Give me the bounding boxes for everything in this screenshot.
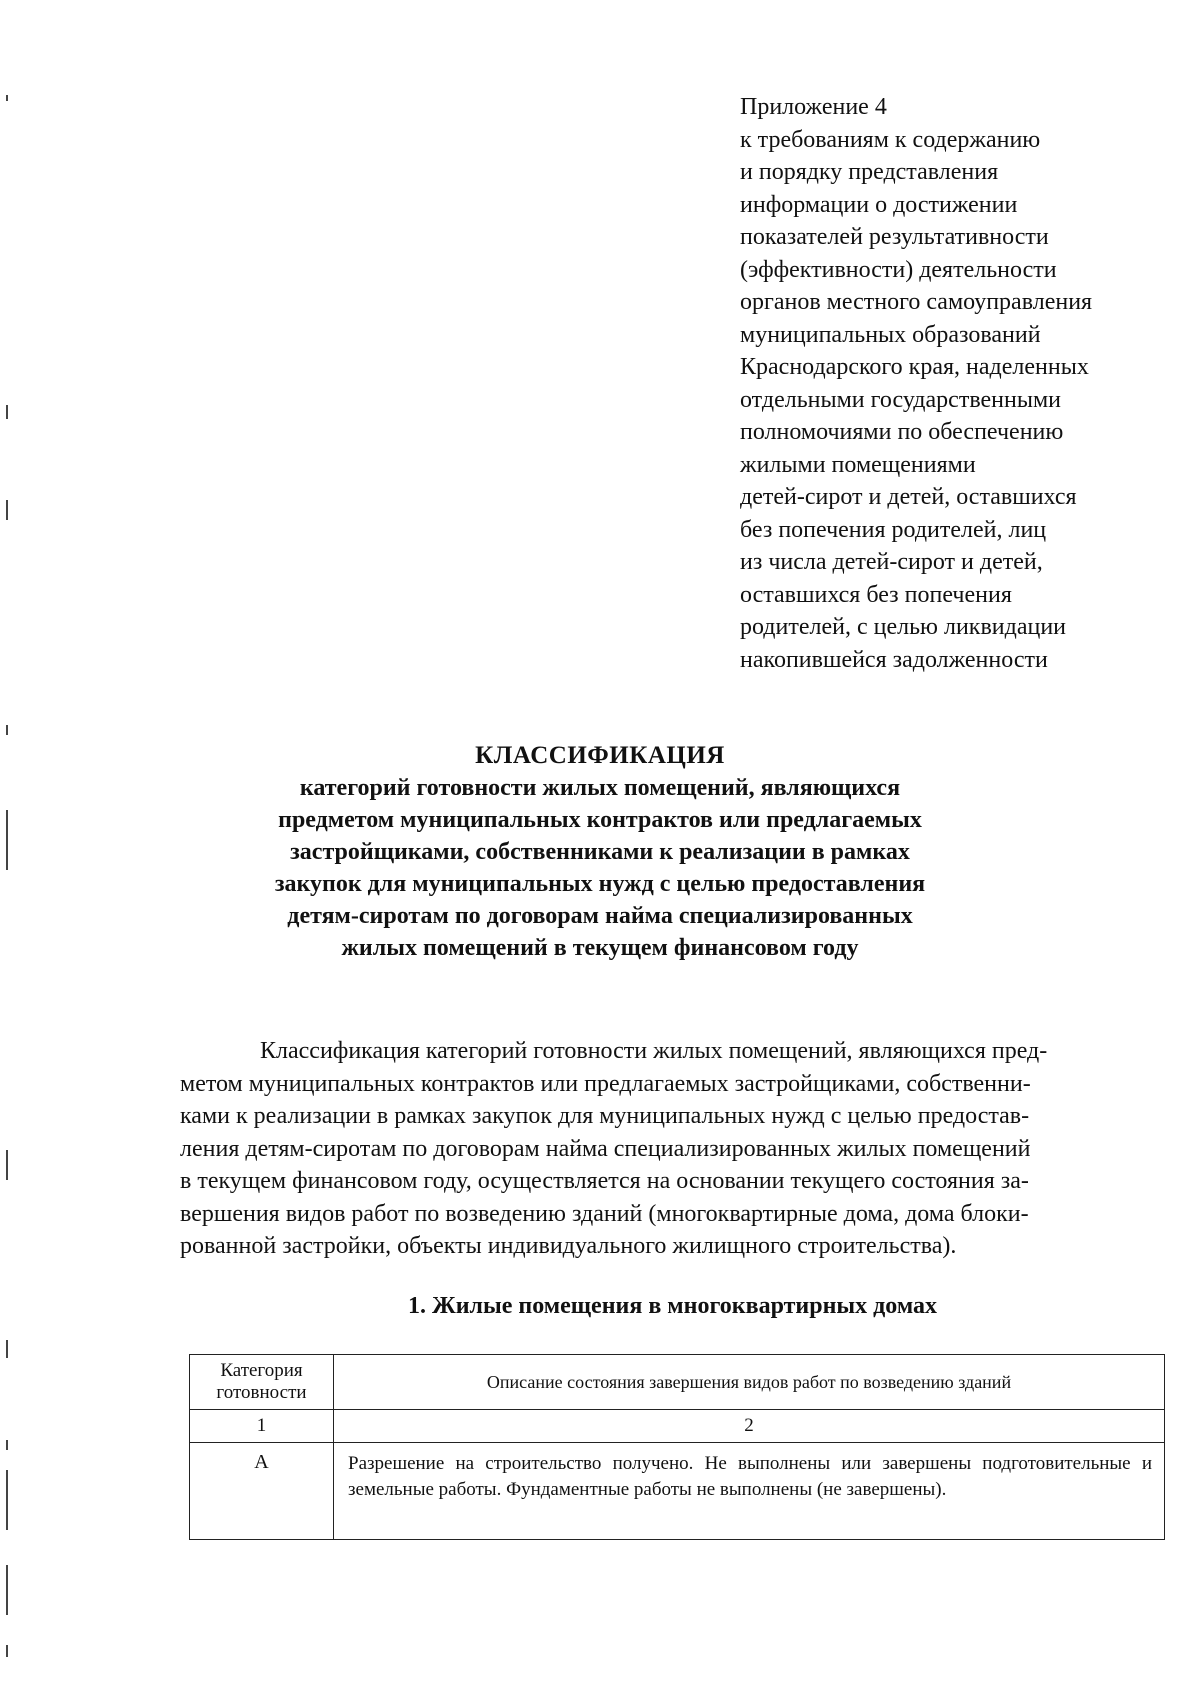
appendix-line: (эффективности) деятельности (740, 256, 1057, 283)
appendix-line: Краснодарского края, наделенных (740, 354, 1089, 380)
header-category (190, 1355, 334, 1410)
table-row (190, 1443, 1165, 1540)
title-subline: закупок для муниципальных нужд с целью предоставления (274, 871, 926, 897)
appendix-line: родителей, с целью ликвидации (740, 614, 1067, 640)
column-number: 1 (190, 1410, 334, 1443)
document-title (180, 740, 1020, 964)
header-category-line1: Категория (220, 1360, 303, 1381)
row-category: А (190, 1443, 334, 1540)
appendix-reference (740, 91, 1180, 676)
title-subline: предметом муниципальных контрактов или предлагаемых (278, 807, 922, 833)
body-line: в текущем финансовом году, осуществляется на основании текущего состояния за- (180, 1168, 1029, 1194)
header-description: Описание состояния завершения видов работ по возведению зданий (334, 1355, 1165, 1410)
body-paragraph (180, 1035, 1165, 1263)
appendix-line: и порядку представления (740, 159, 999, 185)
readiness-table (189, 1354, 1165, 1540)
title-subline: застройщиками, собственниками к реализации в рамках (290, 839, 910, 865)
header-category-line2: готовности (216, 1382, 307, 1403)
title-subline: детям-сиротам по договорам найма специализированных (287, 903, 913, 929)
body-line: ками к реализации в рамках закупок для муниципальных нужд с целью предостав- (180, 1103, 1030, 1129)
appendix-line: жилыми помещениями (740, 451, 976, 478)
scan-edge-artifacts (4, 0, 12, 1697)
appendix-line: из числа детей-сирот и детей, (740, 549, 1043, 575)
appendix-line: информации о достижении (740, 191, 1018, 218)
appendix-line: накопившейся задолженности (740, 646, 1048, 673)
appendix-line: к требованиям к содержанию (740, 126, 1041, 153)
appendix-line: показателей результативности (740, 224, 1049, 250)
title-subline: жилых помещений в текущем финансовом году (341, 935, 859, 961)
appendix-line: Приложение 4 (740, 94, 887, 120)
appendix-line: детей-сирот и детей, оставшихся (740, 484, 1077, 510)
body-line: Классификация категорий готовности жилых помещений, являющихся пред- (260, 1038, 1048, 1064)
table-number-row (190, 1410, 1165, 1443)
row-description: Разрешение на строительство получено. Не выполнены или завершены подготовительные и земельные работы. Фундаментные работы не выполнены (не завершены). (334, 1443, 1165, 1540)
appendix-line: муниципальных образований (740, 321, 1041, 348)
section-title: 1. Жилые помещения в многоквартирных домах (408, 1293, 937, 1319)
title-subline: категорий готовности жилых помещений, являющихся (299, 775, 901, 801)
appendix-line: полномочиями по обеспечению (740, 419, 1064, 445)
appendix-line: отдельными государственными (740, 386, 1061, 413)
column-number: 2 (334, 1410, 1165, 1443)
title-main: КЛАССИФИКАЦИЯ (475, 742, 725, 769)
body-line: метом муниципальных контрактов или предлагаемых застройщиками, собственни- (180, 1070, 1031, 1097)
appendix-line: без попечения родителей, лиц (740, 516, 1047, 543)
appendix-line: органов местного самоуправления (740, 289, 1093, 315)
table-header-row (190, 1355, 1165, 1410)
body-line: рованной застройки, объекты индивидуального жилищного строительства). (180, 1233, 957, 1259)
appendix-line: оставшихся без попечения (740, 581, 1012, 608)
body-line: ления детям-сиротам по договорам найма специализированных жилых помещений (180, 1135, 1031, 1162)
body-line: вершения видов работ по возведению зданий (многоквартирные дома, дома блоки- (180, 1200, 1029, 1227)
